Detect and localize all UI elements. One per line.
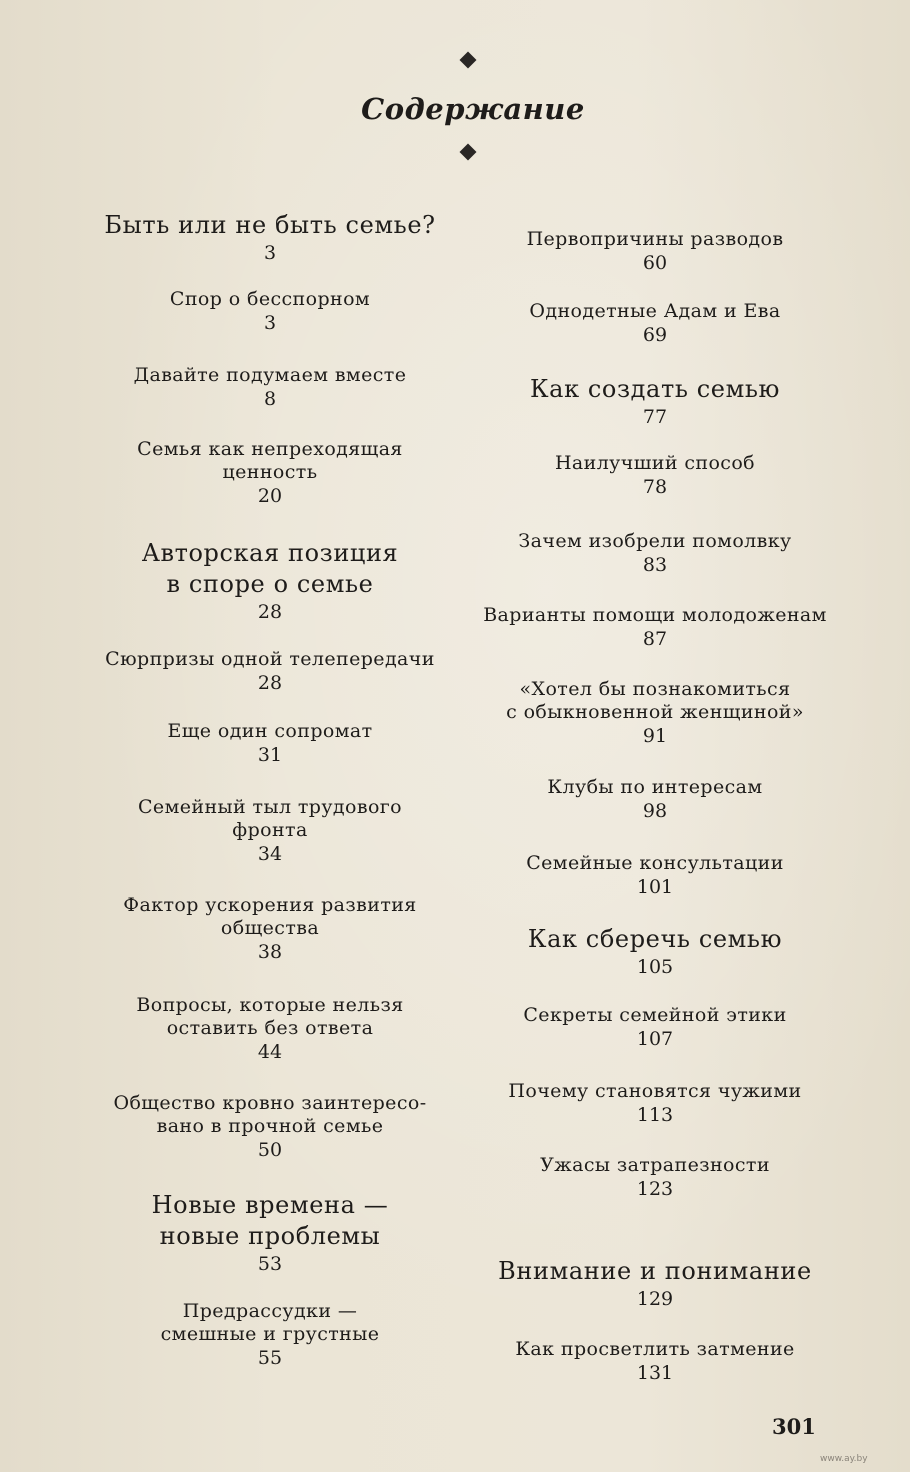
toc-entry-title: Клубы по интересам (547, 776, 763, 798)
diamond-ornament-icon (460, 144, 477, 161)
toc-entry-page: 98 (642, 800, 668, 822)
toc-entry-page: 34 (257, 843, 283, 865)
diamond-ornament-icon (460, 52, 477, 69)
toc-entry-page: 105 (636, 956, 674, 978)
toc-entry-page: 113 (636, 1104, 674, 1126)
toc-entry (50, 438, 490, 509)
toc-entry-page: 107 (636, 1028, 674, 1050)
toc-entry-page: 3 (263, 242, 277, 264)
toc-entry (435, 604, 875, 652)
toc-entry (435, 452, 875, 500)
toc-entry-page: 101 (636, 876, 674, 898)
toc-entry-title: Наилучший способ (554, 452, 756, 474)
toc-entry-page: 31 (257, 744, 283, 766)
toc-entry (50, 1300, 490, 1371)
toc-entry-title: Как создать семью (529, 375, 781, 403)
toc-entry-page: 3 (263, 312, 277, 334)
toc-entry-title: Как просветлить затмение (515, 1338, 795, 1360)
page-title: Содержание (361, 92, 585, 126)
toc-entry (435, 530, 875, 578)
toc-entry-title: Секреты семейной этики (523, 1004, 787, 1026)
toc-entry (435, 1004, 875, 1052)
toc-entry (435, 776, 875, 824)
toc-entry-title: Семья как непреходящая ценность (137, 438, 403, 483)
toc-entry-title: Давайте подумаем вместе (133, 364, 407, 386)
toc-entry-title: Зачем изобрели помолвку (518, 530, 792, 552)
toc-entry-title: Первопричины разводов (526, 228, 784, 250)
toc-entry (50, 1092, 490, 1163)
toc-entry-page: 44 (257, 1041, 283, 1063)
toc-entry-title: Однодетные Адам и Ева (529, 300, 781, 322)
toc-entry (50, 364, 490, 412)
toc-entry-page: 87 (642, 628, 668, 650)
toc-entry-title: Спор о бесспорном (169, 288, 371, 310)
toc-entry (50, 538, 490, 625)
toc-entry-page: 131 (636, 1362, 674, 1384)
toc-entry-title: «Хотел бы познакомиться с обыкновенной женщиной» (506, 678, 804, 723)
toc-entry (50, 796, 490, 867)
page-number: 301 (772, 1414, 816, 1439)
toc-entry (435, 1154, 875, 1202)
toc-entry-title: Семейный тыл трудового фронта (137, 796, 403, 841)
toc-entry-title: Сюрпризы одной телепередачи (105, 648, 435, 670)
toc-entry-title: Внимание и понимание (498, 1257, 812, 1285)
toc-entry-title: Ужасы затрапезности (540, 1154, 770, 1176)
toc-entry-title: Почему становятся чужими (508, 1080, 802, 1102)
toc-entry-page: 20 (257, 485, 283, 507)
toc-entry (50, 648, 490, 696)
toc-entry-page: 60 (642, 252, 668, 274)
toc-entry-page: 28 (257, 672, 283, 694)
toc-entry-title: Авторская позиция в споре о семье (141, 539, 399, 598)
toc-entry (435, 374, 875, 430)
toc-entry-page: 53 (257, 1253, 283, 1275)
toc-entry (435, 300, 875, 348)
toc-entry (435, 1080, 875, 1128)
toc-entry-title: Семейные консультации (526, 852, 784, 874)
toc-entry-page: 55 (257, 1347, 283, 1369)
toc-entry (50, 994, 490, 1065)
toc-entry (50, 210, 490, 266)
toc-entry-page: 77 (642, 406, 668, 428)
toc-entry (435, 678, 875, 749)
toc-entry-page: 83 (642, 554, 668, 576)
toc-entry-title: Предрассудки — смешные и грустные (160, 1300, 380, 1345)
toc-entry-title: Новые времена — новые проблемы (151, 1191, 389, 1250)
toc-entry-title: Быть или не быть семье? (104, 211, 436, 239)
toc-entry (435, 924, 875, 980)
toc-entry (435, 1256, 875, 1312)
toc-entry-page: 28 (257, 601, 283, 623)
toc-entry-page: 38 (257, 941, 283, 963)
toc-entry-page: 123 (636, 1178, 674, 1200)
toc-entry-page: 129 (636, 1288, 674, 1310)
toc-entry (50, 894, 490, 965)
toc-entry (435, 228, 875, 276)
toc-entry-title: Фактор ускорения развития общества (123, 894, 417, 939)
toc-entry-page: 8 (263, 388, 277, 410)
toc-entry-page: 91 (642, 725, 668, 747)
toc-entry-title: Вопросы, которые нельзя оставить без ответа (136, 994, 404, 1039)
toc-entry-title: Как сберечь семью (527, 925, 783, 953)
toc-entry-title: Варианты помощи молодоженам (483, 604, 827, 626)
toc-entry-page: 69 (642, 324, 668, 346)
toc-entry (50, 1190, 490, 1277)
toc-entry-title: Еще один сопромат (167, 720, 373, 742)
watermark: www.ay.by (820, 1454, 868, 1464)
toc-entry-page: 50 (257, 1139, 283, 1161)
toc-entry (435, 1338, 875, 1386)
toc-entry (435, 852, 875, 900)
toc-entry (50, 720, 490, 768)
toc-entry-title: Общество кровно заинтересо- вано в прочной семье (113, 1092, 427, 1137)
toc-entry (50, 288, 490, 336)
toc-entry-page: 78 (642, 476, 668, 498)
